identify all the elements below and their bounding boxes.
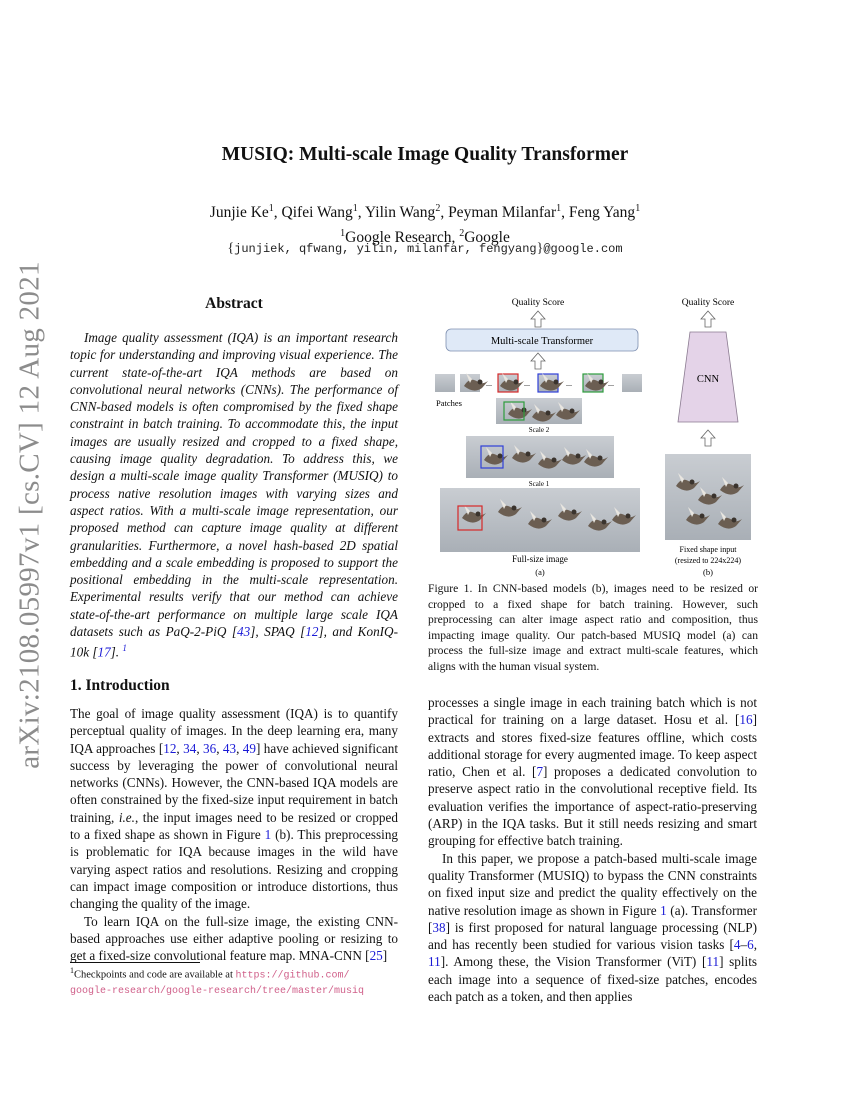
separator: ,	[440, 204, 449, 222]
author-name: Peyman Milanfar	[448, 204, 557, 222]
author-name: Yilin Wang	[364, 204, 436, 222]
footnote	[70, 964, 398, 999]
author-names	[0, 198, 850, 223]
paragraph-text: To learn IQA on the full-size image, the existing CNN-based approaches use either adaptive pooling or resizing to get a fixed-size convolutional feature map. MNA-CNN [	[70, 913, 398, 964]
affil-mark: 1	[635, 203, 641, 214]
brace-open: {	[227, 241, 235, 256]
scale-1-label: Scale 1	[528, 480, 550, 488]
quality-score-label-b: Quality Score	[681, 298, 735, 308]
arrow-up-icon	[531, 353, 545, 369]
brace-close: }	[536, 241, 544, 256]
citation-link[interactable]: 16	[739, 712, 753, 728]
citation-link[interactable]: 12	[163, 740, 177, 756]
figure-1	[428, 290, 758, 580]
paragraph-text: ] splits each image into a sequence of fixed-size patches, encodes each patch as a token, and then applies	[428, 954, 757, 1005]
affil-mark: 1	[268, 203, 274, 214]
transformer-label: Multi-scale Transformer	[490, 336, 594, 347]
affil-mark: 1	[340, 228, 346, 240]
separator: ,	[236, 740, 243, 756]
scale-2-label: Scale 2	[528, 426, 550, 434]
section-heading-introduction: 1. Introduction	[70, 677, 170, 694]
body-paragraph	[428, 694, 757, 850]
citation-link[interactable]: 43	[237, 624, 251, 640]
paragraph-text: The goal of image quality assessment (IQA) is to quantify perceptual quality of images. In the deep learning era, many IQA approaches [	[70, 706, 398, 756]
footnote-url[interactable]: https://github.com/	[235, 970, 350, 982]
paragraph-text: (a). Transformer [	[428, 902, 757, 935]
separator: ,	[176, 740, 184, 756]
arxiv-id: arXiv:2108.05997v1 [cs.CV] 12 Aug 2021	[13, 261, 46, 769]
separator: ,	[357, 204, 365, 222]
intro-body	[70, 705, 398, 964]
citation-link[interactable]: 36	[203, 740, 217, 756]
abstract-text: Image quality assessment (IQA) is an important research topic for understanding and improving visual experience. The current state-of-the-art IQA methods are based on convolutional neural networks (CNNs). The performance of CNN-based models is often compromised by the fixed shape constraint in batch training. To accommodate this, the input images are usually resized and cropped to a fixed shape, causing image quality degradation. To address this, we design a multi-scale image quality Transformer (MUSIQ) to process native resolution images with varying sizes and aspect ratios. With a multi-scale image representation, our proposed method can capture image quality at different granularities. Furthermore, a novel hash-based 2D spatial embedding and a scale embedding is proposed to support the positional embedding in the multi-scale representation. Experimental results verify that our method can achieve state-of-the-art performance on multiple large scale IQA datasets such as PaQ-2-PiQ [	[70, 330, 398, 640]
body-paragraph	[428, 850, 757, 1006]
citation-link[interactable]: 4	[733, 937, 741, 953]
ie-abbrev: i.e.	[118, 809, 135, 825]
ellipsis-text: ...	[486, 379, 492, 388]
arxiv-watermark	[12, 261, 48, 769]
intro-paragraph	[70, 913, 398, 965]
separator: ,	[753, 937, 757, 953]
citation-link[interactable]: 43	[222, 740, 237, 756]
footnote-rule	[70, 962, 200, 963]
abstract-text: ], SPAQ [	[250, 624, 306, 640]
ellipsis-text: ...	[608, 379, 614, 388]
figure-link[interactable]: 1	[660, 902, 667, 918]
citation-link[interactable]: 11	[428, 954, 441, 970]
citation-link[interactable]: 12	[305, 624, 319, 640]
fixed-shape-image	[665, 454, 751, 540]
full-size-image	[440, 488, 640, 552]
affiliation-1: Google Research,	[345, 229, 460, 247]
cnn-label: CNN	[696, 374, 720, 385]
author-emails	[0, 241, 850, 257]
figure-1-caption: Figure 1. In CNN-based models (b), images need to be resized or cropped to a fixed shape for batch training. However, such preprocessing can alter image aspect ratio and composition, thus impacting image quality. Our patch-based MUSIQ model (a) can process the full-size image and extract multi-scale features, which aligns with the human visual system.	[428, 582, 758, 673]
footnote-url[interactable]: google-research/google-research/tree/master/musiq	[70, 985, 365, 997]
separator: ,	[216, 740, 223, 756]
citation-link[interactable]: 7	[536, 764, 544, 780]
separator: ,	[273, 204, 282, 222]
arrow-up-icon	[701, 430, 715, 446]
paragraph-text: processes a single image in each training batch which is not practical for training on a large dataset. Hosu et al. [	[428, 695, 757, 728]
paragraph-text: (b). This preprocessing is problematic for IQA because images in the wild have varying aspect ratios and resolutions. Resizing and cropping can impact image composition or introduce distortions, thus changing the quality of the image.	[70, 827, 399, 912]
citation-link[interactable]: 38	[432, 919, 446, 935]
affil-mark: 1	[556, 203, 562, 214]
figure-link[interactable]: 1	[264, 827, 272, 843]
scale-2-image	[496, 398, 582, 424]
citation-link[interactable]: 6	[747, 937, 754, 953]
ellipsis-text: ...	[566, 379, 572, 388]
affiliation-2: Google	[464, 229, 510, 247]
citation-link[interactable]: 25	[369, 948, 383, 964]
figure-1-diagram	[428, 290, 758, 580]
separator: –	[740, 937, 748, 953]
footnote-link[interactable]: 1	[122, 643, 127, 654]
separator: ,	[561, 204, 569, 222]
label-b: (b)	[703, 567, 713, 577]
abstract-body	[70, 329, 398, 661]
email-list: junjiek, qfwang, yilin, milanfar, fengyang	[234, 242, 537, 256]
right-column-body	[428, 694, 757, 1005]
paper-title: MUSIQ: Multi-scale Image Quality Transformer	[221, 144, 629, 165]
intro-paragraph	[70, 705, 398, 913]
affil-mark: 1	[352, 203, 358, 214]
arrow-up-icon	[701, 311, 715, 327]
quality-score-label-a: Quality Score	[511, 298, 565, 308]
paragraph-text: ] is first proposed for natural language processing (NLP) and has recently been studied for various vision tasks [	[428, 919, 757, 953]
affil-mark: 2	[435, 203, 441, 214]
label-a: (a)	[535, 567, 545, 577]
abstract-text: ], and KonIQ-10k [	[70, 624, 398, 660]
email-domain: @google.com	[543, 242, 623, 256]
abstract-text: ].	[110, 644, 123, 660]
ellipsis-text: ...	[524, 379, 530, 388]
arrow-up-icon	[531, 311, 545, 327]
patch-row	[435, 373, 642, 392]
full-size-label: Full-size image	[512, 554, 568, 564]
footnote-text: Checkpoints and code are available at	[74, 969, 236, 981]
citation-link[interactable]: 34	[183, 740, 197, 756]
paragraph-text: ] proposes a dedicated convolution to preserve aspect ratio in the convolutional receptive field. Its evaluation verifies the importance of aspect-ratio-preserving (ARP) in the IQA tasks. But it still needs resizing and smart grouping for effective batch training.	[428, 764, 757, 849]
patches-label: Patches	[436, 398, 462, 408]
fixed-shape-label: Fixed shape input	[679, 545, 737, 554]
paragraph-text: , the input images need to be resized or cropped to a fixed shape as shown in Figure	[70, 809, 398, 843]
paragraph-text: In this paper, we propose a patch-based multi-scale image quality Transformer (MUSIQ) to bypass the CNN constraints on fixed input size and predict the quality effectively on the native resolution image as shown in Figure	[428, 850, 757, 918]
scale-1-image	[466, 436, 614, 478]
paragraph-text: ]. Among these, the Vision Transformer (ViT) [	[440, 954, 707, 970]
paragraph-text: ] have achieved significant success by leveraging the power of convolutional neural networks (CNNs). However, the CNN-based IQA models are often constrained by the fixed-size input requirement in batch training,	[70, 740, 399, 825]
citation-link[interactable]: 49	[242, 740, 256, 756]
footnote-mark: 1	[70, 966, 74, 975]
citation-link[interactable]: 17	[97, 644, 111, 660]
author-name: Qifei Wang	[281, 204, 353, 222]
citation-link[interactable]: 11	[706, 954, 720, 970]
affil-mark: 2	[459, 228, 465, 240]
paragraph-text: ]	[382, 948, 388, 964]
separator: ,	[196, 740, 204, 756]
paragraph-text: ] extracts and stores fixed-size features offline, which costs additional storage for every augmented image. To keep aspect ratio, Chen et al. [	[428, 712, 757, 780]
abstract-heading: Abstract	[205, 295, 263, 312]
fixed-size-label: (resized to 224x224)	[674, 556, 742, 565]
author-name: Feng Yang	[568, 204, 636, 222]
author-name: Junjie Ke	[209, 204, 269, 222]
